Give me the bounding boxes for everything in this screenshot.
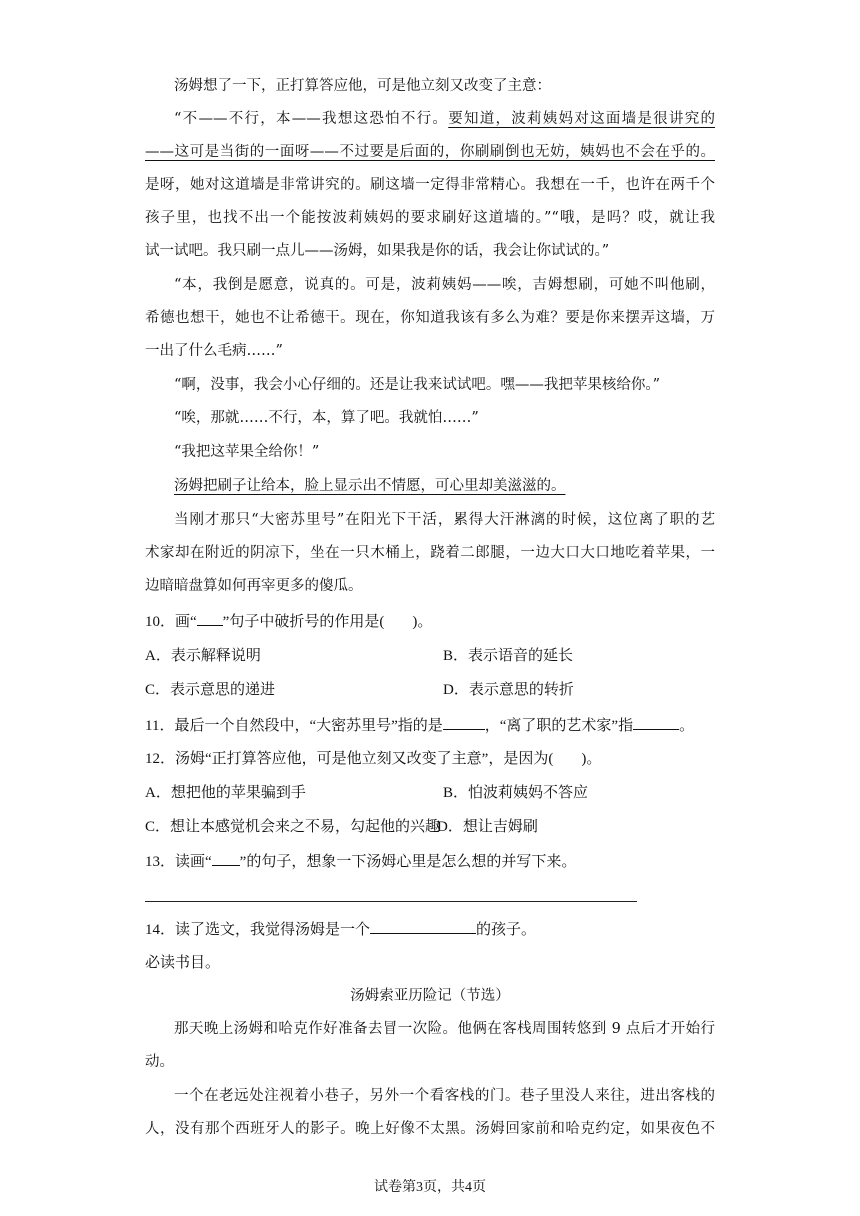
paragraph-line: 那天晚上汤姆和哈克作好准备去冒一次险。他俩在客栈周围转悠到 9 点后才开始行	[174, 1021, 715, 1037]
question-text: )。	[581, 751, 602, 767]
answer-blank[interactable]	[370, 919, 476, 934]
option-a[interactable]: A．表示解释说明	[145, 648, 261, 664]
section-heading: 必读书目。	[145, 955, 221, 971]
question-text: 的孩子。	[476, 922, 537, 938]
paragraph-line	[174, 109, 715, 129]
paragraph-line: 当刚才那只“大密苏里号”在阳光下干活，累得大汗淋漓的时候，这位离了职的艺	[174, 512, 715, 528]
paragraph-line: 孩子里，也找不出一个能按波莉姨妈的要求刷好这道墙的。”“哦，是吗？哎，就让我	[145, 210, 715, 226]
question-11	[145, 715, 694, 736]
paragraph-line: 一出了什么毛病……”	[145, 343, 283, 359]
paragraph-line: 边暗暗盘算如何再宰更多的傻瓜。	[145, 578, 363, 594]
paragraph-line	[174, 476, 715, 496]
underlined-sentence: ——这可是当街的一面呀——不过要是后面的，你刷刷倒也无妨，姨妈也不会在乎的。	[145, 144, 715, 160]
option-d[interactable]: D．想让吉姆刷	[437, 819, 538, 835]
question-text: )。	[412, 614, 433, 630]
text-span: “不——不行，本——我想这恐怕不行。	[174, 111, 449, 127]
question-10	[145, 611, 432, 632]
underline-marker	[197, 611, 223, 626]
answer-line[interactable]	[145, 901, 637, 902]
paragraph-line: 汤姆想了一下，正打算答应他，可是他立刻又改变了主意：	[174, 78, 551, 94]
paragraph-line: 人，没有那个西班牙人的影子。晚上好像不太黑。汤姆回家前和哈克约定，如果夜色不	[145, 1121, 715, 1137]
question-text: 13．读画“	[145, 854, 212, 870]
paragraph-line: 动。	[145, 1054, 174, 1070]
question-text: ，“离了职的艺术家”指	[484, 718, 634, 734]
question-14	[145, 919, 536, 940]
answer-blank[interactable]	[633, 715, 679, 730]
underlined-sentence: 汤姆把刷子让给本，脸上显示出不情愿，可心里却美滋滋的。	[174, 478, 566, 494]
answer-blank[interactable]	[443, 715, 485, 730]
question-text: 12．汤姆“正打算答应他，可是他立刻又改变了主意”，是因为(	[145, 751, 554, 767]
option-a[interactable]: A．想把他的苹果骗到手	[145, 785, 306, 801]
paragraph-line: “本，我倒是愿意，说真的。可是，波莉姨妈——唉，吉姆想刷，可她不叫他刷，	[174, 277, 715, 293]
underlined-sentence: 要知道，波莉姨妈对这面墙是很讲究的	[448, 111, 715, 127]
passage-title: 汤姆索亚历险记（节选）	[350, 988, 510, 1004]
paragraph-line: 试一试吧。我只刷一点儿——汤姆，如果我是你的话，我会让你试试的。”	[145, 243, 610, 259]
question-text: 10．画“	[145, 614, 197, 630]
option-d[interactable]: D．表示意思的转折	[443, 682, 574, 698]
underline-marker	[212, 851, 240, 866]
page-footer: 试卷第3页，共4页	[374, 1180, 486, 1195]
question-text: 14．读了选文，我觉得汤姆是一个	[145, 922, 371, 938]
option-c[interactable]: C．表示意思的递进	[145, 682, 276, 698]
option-b[interactable]: B．表示语音的延长	[443, 648, 574, 664]
paragraph-line: 希德也想干，她也不让希德干。现在，你知道我该有多么为难？要是你来摆弄这墙，万	[145, 310, 715, 326]
question-12	[145, 749, 601, 769]
option-c[interactable]: C．想让本感觉机会来之不易，勾起他的兴趣	[145, 819, 441, 835]
question-text: 11．最后一个自然段中，“大密苏里号”指的是	[145, 718, 443, 734]
question-13	[145, 851, 576, 872]
paragraph-line: “啊，没事，我会小心仔细的。还是让我来试试吧。嘿——我把苹果核给你。”	[174, 377, 661, 393]
paragraph-line: 是呀，她对这道墙是非常讲究的。刷这墙一定得非常精心。我想在一千，也许在两千个	[145, 177, 715, 193]
paragraph-line	[145, 142, 715, 162]
paragraph-line: 一个在老远处注视着小巷子，另外一个看客栈的门。巷子里没人来往，进出客栈的	[174, 1088, 715, 1104]
paragraph-line: “我把这苹果全给你！”	[174, 444, 320, 460]
question-text: ”的句子，想象一下汤姆心里是怎么想的并写下来。	[239, 854, 577, 870]
paragraph-line: 术家却在附近的阴凉下，坐在一只木桶上，跷着二郎腿，一边大口大口地吃着苹果，一	[145, 545, 715, 561]
paragraph-line: “唉，那就……不行，本，算了吧。我就怕……”	[174, 410, 479, 426]
question-text: 。	[679, 718, 695, 734]
option-b[interactable]: B．怕波莉姨妈不答应	[443, 785, 589, 801]
question-text: ”句子中破折号的作用是(	[222, 614, 385, 630]
